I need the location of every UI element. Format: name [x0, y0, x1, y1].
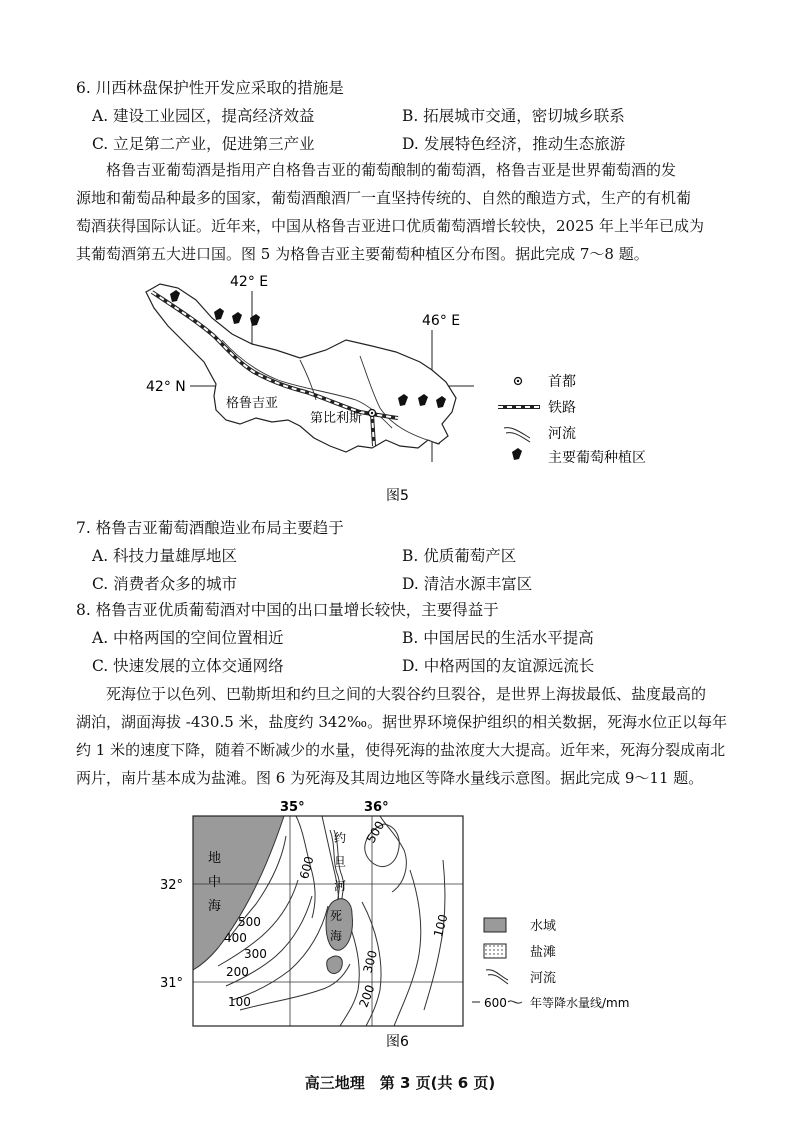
fig5-lon-42: 42° E	[230, 274, 269, 290]
svg-text:600: 600	[484, 996, 507, 1010]
fig6-caption: 图6	[386, 1034, 409, 1050]
page-footer: 高三地理 第 3 页(共 6 页)	[304, 1074, 496, 1092]
svg-text:盐滩: 盐滩	[530, 945, 557, 960]
q6-option-a: A. 建设工业园区，提高经济效益	[92, 107, 315, 125]
q7-option-c: C. 消费者众多的城市	[92, 575, 238, 593]
passage2-line-2: 湖泊，湖面海拔 -430.5 米，盐度约 342‰。据世界环境保护组织的相关数据，死海水位正以每年	[76, 713, 728, 731]
passage2-line-3: 约 1 米的速度下降，随着不断减少的水量，使得死海的盐浓度大大提高。近年来，死海分裂成南北	[76, 741, 726, 759]
svg-text:500: 500	[363, 818, 388, 846]
q7-stem: 7. 格鲁吉亚葡萄酒酿造业布局主要趋于	[76, 519, 344, 537]
fig6-lon-36: 36°	[364, 800, 389, 815]
q6-option-d: D. 发展特色经济，推动生态旅游	[402, 135, 626, 153]
svg-text:100: 100	[228, 995, 251, 1009]
svg-text:河: 河	[334, 879, 347, 893]
q7-option-a: A. 科技力量雄厚地区	[92, 547, 238, 565]
svg-text:中: 中	[208, 875, 222, 890]
q6-stem: 6. 川西林盘保护性开发应采取的措施是	[76, 79, 344, 97]
svg-text:200: 200	[226, 965, 249, 979]
fig6-legend	[472, 918, 629, 1010]
fig5-lat-42: 42° N	[146, 379, 186, 395]
fig5-capital-label: 第比利斯	[310, 411, 363, 426]
svg-text:首都: 首都	[548, 374, 576, 390]
q7-option-d: D. 清洁水源丰富区	[402, 575, 533, 593]
svg-text:300: 300	[360, 948, 380, 975]
svg-text:年等降水量线/mm: 年等降水量线/mm	[530, 996, 630, 1010]
q8-option-c: C. 快速发展的立体交通网络	[92, 657, 284, 675]
q6-option-c: C. 立足第二产业，促进第三产业	[92, 135, 315, 153]
q6-option-b: B. 拓展城市交通，密切城乡联系	[402, 107, 625, 125]
svg-text:海: 海	[330, 929, 343, 943]
svg-text:主要葡萄种植区: 主要葡萄种植区	[548, 450, 646, 466]
passage1-line-1: 格鲁吉亚葡萄酒是指用产自格鲁吉亚的葡萄酿制的葡萄酒，格鲁吉亚是世界葡萄酒的发	[106, 161, 677, 179]
passage1-line-3: 萄酒获得国际认证。近年来，中国从格鲁吉亚进口优质葡萄酒增长较快，2025 年上半年已成为	[76, 217, 704, 235]
svg-text:河流: 河流	[530, 971, 557, 986]
passage1-line-4: 其葡萄酒第五大进口国。图 5 为格鲁吉亚主要葡萄种植区分布图。据此完成 7～8 题。	[76, 245, 649, 263]
fig5-lon-46: 46° E	[422, 313, 461, 329]
fig6-river-label: 约	[334, 831, 347, 845]
fig6-lon-35: 35°	[280, 800, 305, 815]
svg-text:500: 500	[238, 915, 261, 929]
salt-flat	[327, 956, 343, 973]
svg-text:600: 600	[297, 854, 317, 881]
svg-text:河流: 河流	[548, 426, 576, 442]
passage2-line-1: 死海位于以色列、巴勒斯坦和约旦之间的大裂谷约旦裂谷，是世界上海拔最低、盐度最高的	[106, 685, 707, 703]
q8-option-d: D. 中格两国的友谊源远流长	[402, 657, 595, 675]
passage2-line-4: 两片，南片基本成为盐滩。图 6 为死海及其周边地区等降水量线示意图。据此完成 9～11 题。	[76, 769, 704, 787]
svg-text:水域: 水域	[530, 919, 557, 934]
svg-text:旦: 旦	[334, 855, 347, 869]
svg-text:铁路: 铁路	[548, 400, 576, 416]
q8-option-b: B. 中国居民的生活水平提高	[402, 629, 594, 647]
svg-text:100: 100	[431, 912, 451, 939]
fig6-lat-31: 31°	[160, 976, 184, 991]
mediterranean-sea	[193, 816, 284, 970]
svg-text:300: 300	[244, 947, 267, 961]
fig6-sea-label: 地	[208, 851, 222, 866]
svg-text:400: 400	[224, 931, 247, 945]
q8-stem: 8. 格鲁吉亚优质葡萄酒对中国的出口量增长较快，主要得益于	[76, 601, 499, 619]
fig5-country-label: 格鲁吉亚	[226, 396, 279, 411]
q7-option-b: B. 优质葡萄产区	[402, 547, 517, 565]
fig6-lat-32: 32°	[160, 878, 184, 893]
svg-text:海: 海	[208, 899, 222, 914]
fig6-deadsea-label: 死	[330, 909, 343, 923]
q8-option-a: A. 中格两国的空间位置相近	[92, 629, 284, 647]
passage1-line-2: 源地和葡萄品种最多的国家，葡萄酒酿酒厂一直坚持传统的、自然的酿造方式，生产的有机葡	[76, 189, 692, 207]
svg-text:200: 200	[356, 982, 378, 1010]
fig5-caption: 图5	[386, 488, 409, 504]
